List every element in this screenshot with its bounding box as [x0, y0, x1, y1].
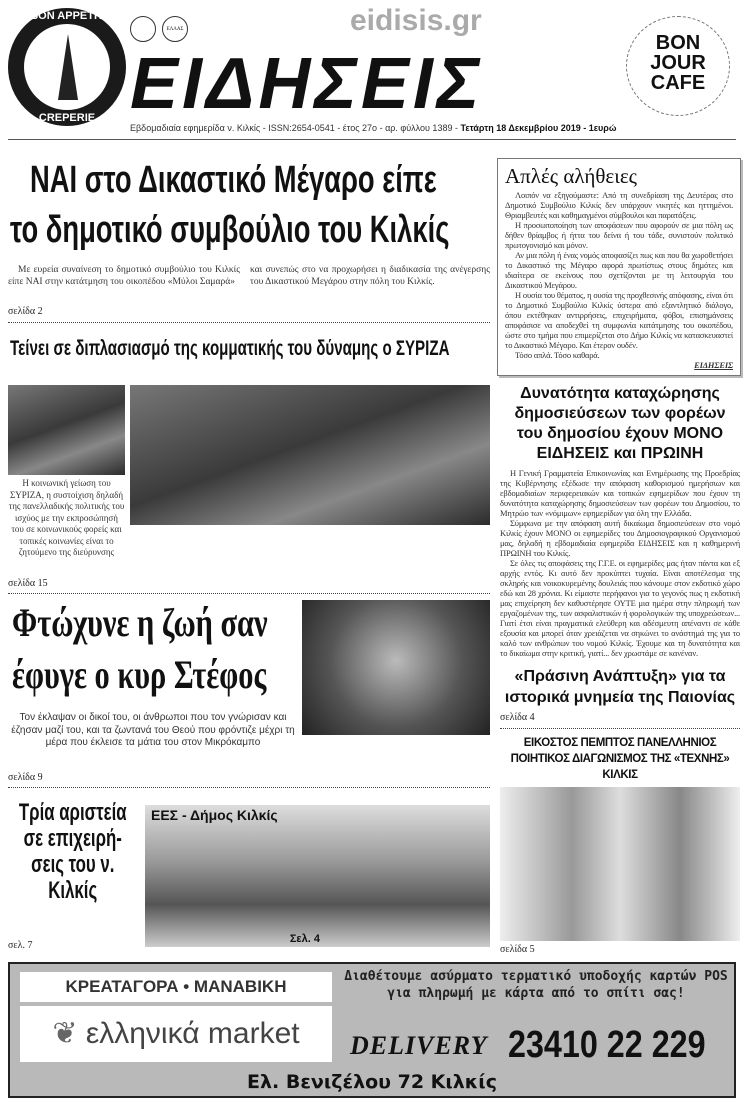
divider	[8, 787, 490, 788]
issue-info: Εβδομαδιαία εφημερίδα ν. Κιλκίς - ISSN:2654-0541 - έτος 27ο - αρ. φύλλου 1389 - Τετάρτη 18 Δεκεμβρίου 2019 - 1ευρώ	[130, 123, 617, 133]
syriza-headline[interactable]: Τείνει σε διπλασιασμό της κομματικής του δύναμης ο ΣΥΡΙΖΑ	[10, 337, 450, 360]
notices-text: Η Γενική Γραμματεία Επικοινωνίας και Ενημέρωσης της Προεδρίας της Κυβέρνησης εξέδωσε την απόφαση καθορισμού ημερήσιων και εβδομαδιαίων περιφερειακών και τοπικών εφημερίδων που έχουν τη δυνατότητα καταχώρησης δημοσιεύσεων των φορέων του Δημοσίου, το Μητρώο των «νόμιμων» εφημερίδων για όλη την Ελλάδα. Σύμφωνα με την απόφαση αυτή δικαίωμα δημοσιεύσεων στο νομό Κιλκίς έχουν ΜΟΝΟ οι εφημερίδες του Δημοσιογραφικού Οργανισμού μας, δηλαδή η εβδομαδιαία εφημερίδα ΕΙΔΗΣΕΙΣ και η καθημερινή ΠΡΩΙΝΗ του Κιλκίς. Σε όλες τις αποφάσεις της Γ.Γ.Ε. οι εφημερίδες μας ήταν πάντα και εξ αρχής εντός. Κι αυτό δεν προκύπτει τυχαία. Είναι αποτέλεσμα της σκληρής και νοικοκυρεμένης δουλειάς που κάνουμε στον εκδοτικό χώρο εδώ και 28 χρόνια. Κι είμαστε περήφανοι για το γεγονός πως η εκδοτική μας επιχείρηση δεν καθυστέρησε ΟΥΤΕ μια ημέρα στην πληρωμή των εργαζομένων της, των ασφαλιστικών ή φορολογικών της υποχρεώσεων... Γιατί έτσι είναι πραγματικά ελεύθερη και αδέσμευτη απέναντι σε κάθε εξουσία και μπορεί όταν χρειάζεται να σηκώνει το ανάστημά της για το καλό των ανθρώπων του νομού Κιλκίς. Έχουμε και τη δυνατότητα και το δικαίωμα στην κριτική, γιατί... δεν χρωστάμε σε κανέναν.	[500, 468, 740, 658]
bon-jour-cafe-logo: BON JOUR CAFE	[626, 16, 730, 116]
post-horn-icon: ΕΛΛΑΣ	[162, 16, 188, 42]
masthead-title: ΕΙΔΗΣΕΙΣ	[130, 44, 484, 124]
ad-top-label: ΚΡΕΑΤΑΓΟΡΑ • ΜΑΝΑΒΙΚΗ	[20, 972, 332, 1002]
awards-headline[interactable]: Τρία αριστεία σε επιχειρή-σεις του ν. Κιλκίς	[18, 799, 127, 904]
ad-delivery: DELIVERY	[350, 1031, 488, 1060]
stefos-portrait-photo	[302, 600, 490, 735]
syriza-caption: Η κοινωνική γείωση του ΣΥΡΙΖΑ, η συστοίχιση δηλαδή της πανελλαδικής πολιτικής του ισχύος με την εκπροσώπησή του σε κοινωνικούς φορείς και τοπικές κοινωνίες είναι το ζητούμενο της διεύρυνσης	[8, 478, 125, 557]
ad-pos-text: Διαθέτουμε ασύρματο τερματικό υποδοχής καρτών POS για πληρωμή με κάρτα από το σπίτι σας!	[344, 969, 728, 1001]
brand-logo: ❦ ελληνικά market	[20, 1006, 332, 1062]
syriza-speakers-photo	[8, 385, 125, 475]
divider	[500, 728, 740, 729]
page-ref[interactable]: σελίδα 2	[8, 306, 43, 317]
market-advertisement[interactable]	[8, 962, 736, 1098]
right-column	[497, 158, 743, 956]
postage-stamps	[130, 16, 188, 42]
editorial-box: Απλές αλήθειες Λοιπόν να εξηγούμαστε: Από τη συνεδρίαση της Δευτέρας στο Δημοτικό Συμβούλιο Κιλκίς δεν υπάρχουν νικητές και ηττημένοι. Θριαμβευτές και καθημαγμένοι σύμβουλοι και παρατάξεις. Η προσωποποίηση των αποφάσεων που αφορούν σε μια πόλη ως δήθεν θρίαμβος ή ήττα του δείνα ή του τάδε, συνιστούν πολιτικό πρωτογονισμό και μόνον. Αν μια πόλη ή ένας νομός αποφασίζει πως και που θα χωροθετήσει το Δικαστικό της Μέγαρο αφορά πρωτίστως στους δημότες και ιδιαίτερα σε εκείνους που σχετίζονται με τη λειτουργία του Δικαστικού Μεγάρου. Η ουσία του θέματος, η ουσία της προχθεσινής απόφασης, είναι ότι το Δημοτικό Συμβούλιο Κιλκίς ύστερα από εξαντλητικό διάλογο, όπου εκτέθηκαν αντιρρήσεις, επιχειρήματα, φόβοι, επισημάνσεις αποφάσισε να αποδεχθεί τη συμφωνία κατάτμησης του οικοπέδου, ώστε στο τμήμα που επιμερίζεται στο Δήμο Κιλκίς να κατασκευαστεί το Δικαστικό Μέγαρο. Και έτερον ουδέν. Τόσο απλά. Τόσο καθαρά. ΕΙΔΗΣΕΙΣ	[497, 158, 741, 376]
poetry-headline[interactable]: ΕΙΚΟΣΤΟΣ ΠΕΜΠΤΟΣ ΠΑΝΕΛΛΗΝΙΟΣ ΠΟΙΗΤΙΚΟΣ ΔΙΑΓΩΝΙΣΜΟΣ ΤΗΣ «ΤΕΧΝΗΣ» ΚΙΛΚΙΣ	[510, 737, 730, 781]
divider	[8, 593, 490, 594]
lead-headline-2[interactable]: το δημοτικό συμβούλιο του Κιλκίς	[10, 209, 450, 251]
lead-text-col1: Με ευρεία συναίνεση το δημοτικό συμβούλιο του Κιλκίς είπε ΝΑΙ στην κατάτμηση του οικοπέδου «Μύλοι Σαμαρά»	[8, 265, 240, 288]
lead-headline-1[interactable]: ΝΑΙ στο Δικαστικό Μέγαρο είπε	[30, 159, 437, 201]
divider	[8, 322, 490, 323]
paionia-headline[interactable]: «Πράσινη Ανάπτυξη» για τα ιστορικά μνημεία της Παιονίας	[504, 668, 736, 706]
editorial-signature: ΕΙΔΗΣΕΙΣ	[694, 360, 733, 370]
sculptures-photo	[500, 787, 740, 941]
editorial-title: Απλές αλήθειες	[505, 164, 637, 188]
divider	[8, 139, 736, 140]
page-ref[interactable]: σελίδα 5	[500, 944, 535, 955]
postage-stamp-icon	[130, 16, 156, 42]
stefos-headline-2[interactable]: έφυγε ο κυρ Στέφος	[12, 652, 267, 697]
page-ref[interactable]: σελίδα 4	[500, 712, 535, 723]
lead-text-col2: και συνεπώς στο να προχωρήσει η διαδικασία της ανέγερσης του Δικαστικού Μεγάρου στην πόλη του Κιλκίς.	[250, 265, 490, 288]
eiffel-tower-icon	[58, 34, 78, 100]
stefos-text: Τον έκλαψαν οι δικοί του, οι άνθρωποι που τον γνώρισαν και έζησαν μαζί του, και τα ζωντανά του Θεού που φρόντιζε μέχρι τη μέρα που έκλεισε τα μάτια του στον Μικρόκαμπο	[11, 712, 295, 748]
photo-page-ref[interactable]: Σελ. 4	[289, 933, 320, 945]
website-url[interactable]: eidisis.gr	[350, 4, 482, 37]
page-ref[interactable]: σελ. 7	[8, 940, 33, 951]
syriza-audience-photo	[130, 385, 490, 525]
ellinika-logo-icon: ❦	[52, 1017, 78, 1050]
awards-group-photo	[145, 805, 490, 947]
bon-appetit-logo: BON APPETIT CREPERIE	[8, 8, 126, 126]
notices-headline[interactable]: Δυνατότητα καταχώρησης δημοσιεύσεων των φορέων του δημοσίου έχουν ΜΟΝΟ ΕΙΔΗΣΕΙΣ και ΠΡΩΙΝΗ	[514, 385, 726, 462]
ad-phone[interactable]: 23410 22 229	[508, 1024, 706, 1066]
page-ref[interactable]: σελίδα 9	[8, 772, 43, 783]
photo-title: ΕΕΣ - Δήμος Κιλκίς	[151, 807, 278, 823]
page-ref[interactable]: σελίδα 15	[8, 578, 48, 589]
stefos-headline-1[interactable]: Φτώχυνε η ζωή σαν	[12, 600, 268, 645]
ad-address: Ελ. Βενιζέλου 72 Κιλκίς	[247, 1071, 497, 1093]
